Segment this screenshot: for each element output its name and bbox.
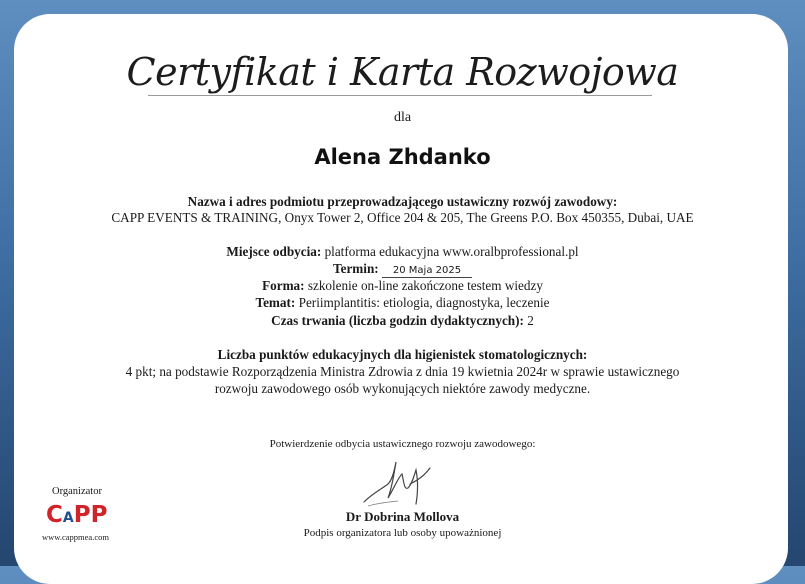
- temat-value: Periimplantitis: etiologia, diagnostyka, leczenie: [295, 295, 550, 310]
- termin-value: 20 Maja 2025: [382, 264, 472, 278]
- signature-image: [358, 454, 438, 510]
- miejsce-value: platforma edukacyjna www.oralbprofessional.pl: [321, 244, 579, 259]
- czas-value: 2: [523, 313, 534, 328]
- organizer-url: www.cappmea.com: [42, 532, 109, 542]
- termin-label: Termin:: [333, 261, 379, 276]
- recipient-name: Alena Zhdanko: [314, 145, 491, 169]
- title-underline: [148, 95, 652, 96]
- points-label-line: [0, 346, 805, 363]
- certificate-title: Certyfikat i Karta Rozwojowa: [126, 50, 679, 94]
- organizer-label: Organizator: [52, 486, 102, 497]
- confirmation-text: Potwierdzenie odbycia ustawicznego rozwoju zawodowego:: [269, 438, 536, 450]
- provider-label: Nazwa i adres podmiotu przeprowadzającego ustawiczny rozwój zawodowy:: [187, 194, 618, 209]
- capp-logo: CAPP: [46, 502, 108, 528]
- temat-label: Temat:: [255, 295, 296, 310]
- forma-line: [0, 277, 805, 294]
- dla-text: dla: [393, 110, 412, 125]
- forma-value: szkolenie on-line zakończone testem wiedzy: [304, 278, 543, 293]
- czas-line: [0, 312, 805, 329]
- miejsce-line: [0, 243, 805, 260]
- czas-label: Czas trwania (liczba godzin dydaktycznych):: [271, 313, 524, 328]
- points-label: Liczba punktów edukacyjnych dla higienistek stomatologicznych:: [217, 347, 588, 362]
- termin-line: [0, 260, 805, 278]
- temat-line: [0, 294, 805, 311]
- points-line-2: rozwoju zawodowego osób wykonujących niektóre zawody medyczne.: [214, 381, 591, 396]
- provider-label-line: [0, 193, 805, 210]
- signer-name: Dr Dobrina Mollova: [345, 509, 460, 524]
- miejsce-label: Miejsce odbycia:: [226, 244, 322, 259]
- points-line-1: 4 pkt; na podstawie Rozporządzenia Ministra Zdrowia z dnia 19 kwietnia 2024r w sprawie ustawicznego: [125, 364, 680, 379]
- signer-role: Podpis organizatora lub osoby upoważnionej: [303, 527, 502, 539]
- forma-label: Forma:: [262, 278, 305, 293]
- provider-value: CAPP EVENTS & TRAINING, Onyx Tower 2, Office 204 & 205, The Greens P.O. Box 450355, Dubai, UAE: [111, 210, 694, 225]
